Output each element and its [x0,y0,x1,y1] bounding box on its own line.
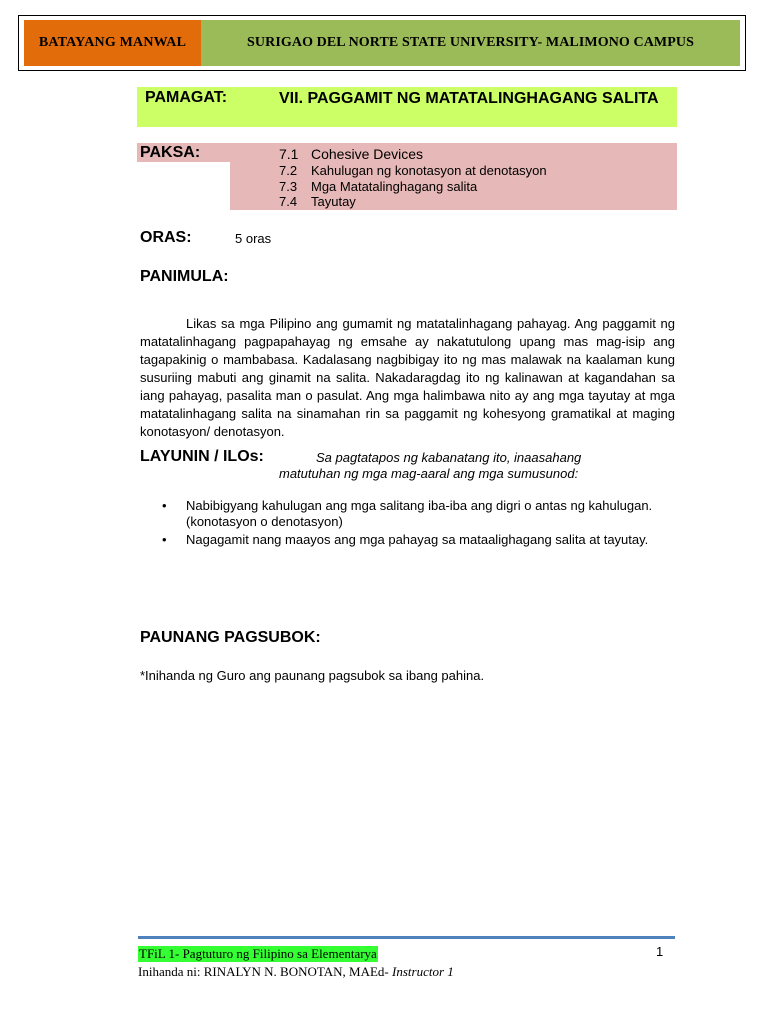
manual-label: BATAYANG MANWAL [24,20,201,66]
layunin-note-line2: matutuhan ng mga mag-aaral ang mga sumusunod: [279,466,579,481]
topic-text: Mga Matatalinghagang salita [311,179,478,194]
title-label: PAMAGAT: [145,89,228,106]
objectives-list [140,498,660,550]
title-block [137,87,677,127]
page-title: VII. PAGGAMIT NG MATATALINGHAGANG SALITA [279,90,659,107]
preparer-role: Instructor 1 [392,964,454,979]
topic-text: Kahulugan ng konotasyon at denotasyon [311,163,547,178]
layunin-note-line1: Sa pagtatapos ng kabanatang ito, inaasahang [316,450,582,465]
topic-text: Cohesive Devices [311,146,424,162]
objective-text: Nagagamit nang maayos ang mga pahayag sa mataalighagang salita at tayutay. [186,532,649,547]
topic-item [279,163,547,178]
topic-number: 7.1 [279,146,299,162]
oras-label: ORAS: [140,229,192,246]
panimula-heading: PANIMULA: [140,268,229,285]
header-bar [24,20,740,66]
objective-text: Nabibigyang kahulugan ang mga salitang iba-iba ang digri o antas ng kahulugan. (konotasyon o denotasyon) [186,498,653,529]
paksa-label: PAKSA: [140,144,201,161]
paunang-heading: PAUNANG PAGSUBOK: [140,629,321,646]
paunang-note: *Inihanda ng Guro ang paunang pagsubok sa ibang pahina. [140,668,485,683]
topic-number: 7.4 [279,194,298,209]
footer-rule [138,936,675,939]
topic-item [279,146,423,162]
objective-item [140,498,660,530]
document-header [18,15,746,71]
page-number: 1 [656,944,664,959]
footer-course: TFiL 1- Pagtuturo ng Filipino sa Elementarya [139,946,377,961]
layunin-heading: LAYUNIN / ILOs: [140,448,264,465]
bullet-icon: • [162,498,167,513]
oras-value: 5 oras [235,231,272,246]
topic-text: Tayutay [311,194,356,209]
panimula-paragraph: Likas sa mga Pilipino ang gumamit ng matatalinhagang pahayag. Ang paggamit ng matatalinhagang pagpapahayag ng emsahe ay nakatutulong upang mas mag-isip ang tagapakinig o mambabasa. Kadalasang nagbibigay ito ng mas malawak na kaalaman kung susuriing mabuti ang ginamit na salita. Nakadaragdag ito ng kalinawan at kagandahan sa iang pahayag, pasalita man o pasulat. Ang mga halimbawa nito ay ang mga tayutay at mga matatalinhagang salita na sinamahan rin sa paggamit ng kohesyong gramatikal at maging konotasyon/ denotasyon. [140,316,675,439]
objective-item [140,532,660,548]
preparer-name: Inihanda ni: RINALYN N. BONOTAN, MAEd- [138,964,393,979]
bullet-icon: • [162,532,167,547]
topic-number: 7.3 [279,179,298,194]
university-name: SURIGAO DEL NORTE STATE UNIVERSITY- MALIMONO CAMPUS [201,20,740,66]
footer-prepared-by [138,964,454,980]
topic-item [279,179,477,194]
topic-item [279,194,356,209]
topic-number: 7.2 [279,163,298,178]
